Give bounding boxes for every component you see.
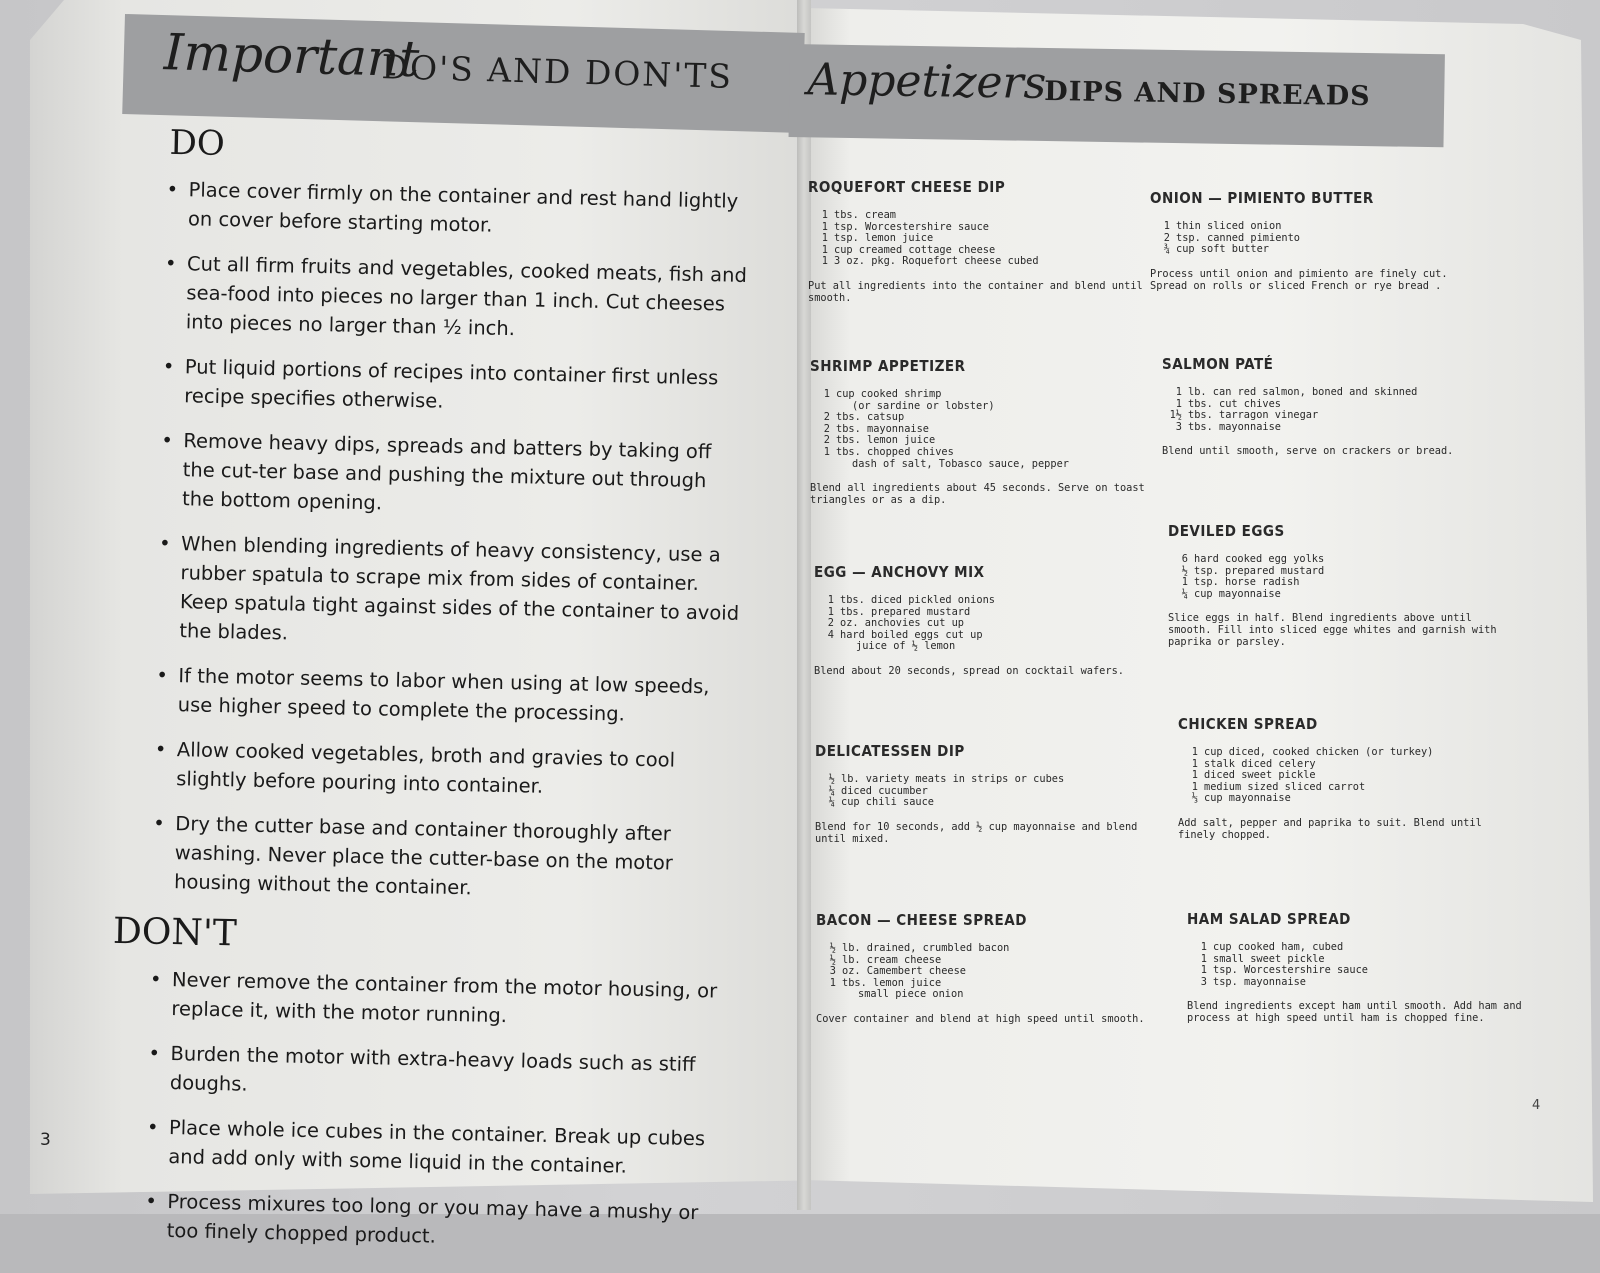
ingredient-text: hard cooked egg yolks: [1194, 553, 1325, 565]
ingredient-text: tbs. mayonnaise: [1188, 420, 1281, 433]
dont-item: [107, 1186, 728, 1257]
ingredient-text: cup mayonnaise: [1204, 792, 1291, 805]
appetizers-header: [789, 44, 1445, 147]
recipe-title: HAM SALAD SPREAD: [1187, 910, 1351, 928]
do-item: [126, 248, 748, 348]
ingredient-quantity: 1: [1200, 952, 1207, 965]
ingredient-quantity: 1½: [1169, 409, 1182, 422]
ingredient-text: tbs. diced pickled onions: [840, 594, 995, 606]
ingredient-quantity: 1: [1163, 220, 1170, 232]
ingredient-text: cup soft butter: [1176, 243, 1269, 256]
ingredient-text: tbs. lemon juice: [836, 434, 936, 447]
ingredient-text: cup cooked shrimp: [836, 388, 942, 400]
ingredient-quantity: 1: [1191, 746, 1198, 758]
recipe-egg-anchovy: [814, 563, 1154, 677]
ingredient-list: [1168, 554, 1508, 600]
recipe-title: EGG — ANCHOVY MIX: [814, 563, 985, 581]
bullet-icon: •: [161, 428, 174, 452]
recipe-title: DEVILED EGGS: [1168, 522, 1285, 540]
ingredient-text: tsp. horse radish: [1194, 576, 1300, 589]
bullet-icon: •: [162, 354, 175, 378]
recipe-title: SALMON PATÉ: [1162, 355, 1274, 373]
ingredient-quantity: 2: [1163, 231, 1170, 244]
recipe-title: ROQUEFORT CHEESE DIP: [808, 178, 1006, 196]
ingredient-text: small sweet pickle: [1213, 952, 1325, 965]
do-heading: DO: [169, 122, 226, 164]
ingredient-text: hard boiled eggs cut up: [840, 628, 983, 641]
recipe-title: ONION — PIMIENTO BUTTER: [1150, 189, 1374, 207]
bullet-text: Burden the motor with extra-heavy loads such as stiff doughs.: [169, 1042, 696, 1096]
ingredient: [1178, 793, 1518, 805]
ingredient-text: tsp. mayonnaise: [1213, 975, 1306, 988]
bullet-icon: •: [156, 663, 169, 687]
ingredient-quantity: 1: [1181, 576, 1188, 589]
bullet-icon: •: [148, 1041, 161, 1065]
recipe-title: CHICKEN SPREAD: [1178, 715, 1318, 733]
ingredient-quantity: 1: [827, 594, 834, 606]
dos-donts-header: [122, 14, 805, 133]
bullet-icon: •: [166, 177, 179, 202]
ingredient-quantity: 1: [1191, 757, 1198, 770]
header-caps-title: DIPS AND SPREADS: [1044, 76, 1371, 113]
ingredient-quantity: 1: [821, 209, 828, 221]
recipe-title: DELICATESSEN DIP: [815, 742, 965, 760]
ingredient-list: [1162, 387, 1502, 433]
ingredient-list: [816, 943, 1156, 1001]
recipe-title: SHRIMP APPETIZER: [810, 357, 966, 375]
do-item: [128, 174, 749, 245]
do-item: [124, 351, 745, 422]
ingredient-list: [814, 595, 1154, 653]
bullet-text: Never remove the container from the motor housing, or replace it, with the motor running.: [171, 968, 718, 1028]
dont-list: [107, 964, 733, 1257]
recipe-instructions: Blend ingredients except ham until smooth. Add ham and process at high speed until ham is chopped fine.: [1187, 1000, 1522, 1025]
ingredient-text: small piece onion: [858, 988, 964, 1001]
header-script-word: Appetizers: [807, 54, 1047, 110]
bullet-text: Process mixures too long or you may have a mushy or too finely chopped product.: [166, 1190, 699, 1248]
do-list: [114, 174, 749, 908]
ingredient-quantity: 1: [821, 220, 828, 233]
ingredient-quantity: 1: [823, 445, 830, 458]
recipe-instructions: Blend about 20 seconds, spread on cocktail wafers.: [814, 664, 1124, 677]
ingredient-text: diced cucumber: [841, 784, 928, 797]
ingredient-text: stalk diced celery: [1204, 757, 1316, 770]
ingredient-text: tbs. chopped chives: [836, 445, 954, 458]
recipe-bacon-cheese: [816, 911, 1156, 1025]
ingredient-text: tsp. Worcestershire sauce: [1213, 964, 1368, 977]
recipe-instructions: Slice eggs in half. Blend ingredients above until smooth. Fill into sliced egge whites and garnish with paprika or parsley.: [1168, 612, 1497, 649]
ingredient: [816, 989, 1156, 1001]
recipe-instructions: Process until onion and pimiento are finely cut. Spread on rolls or sliced French or rye bread .: [1150, 267, 1448, 292]
ingredient-quantity: ½: [1181, 564, 1188, 577]
ingredient-quantity: 1: [821, 232, 828, 245]
recipe-chicken: [1178, 715, 1518, 841]
recipe-salmon: [1162, 355, 1502, 457]
recipe-delicatessen: [815, 742, 1155, 845]
ingredient-quantity: 1: [1191, 769, 1198, 782]
dont-item: [110, 1038, 731, 1109]
ingredient-text: cup diced, cooked chicken (or turkey): [1204, 746, 1434, 758]
ingredient: [815, 797, 1155, 809]
ingredient-text: tbs. catsup: [836, 411, 905, 424]
ingredient-quantity: 1: [1175, 386, 1182, 398]
ingredient-text: tsp. prepared mustard: [1194, 564, 1325, 577]
bullet-icon: •: [146, 1115, 159, 1139]
ingredient-quantity: 1: [1200, 964, 1207, 977]
ingredient-text: lb. cream cheese: [842, 953, 942, 966]
do-item: [116, 734, 737, 805]
ingredient-text: oz. Camembert cheese: [842, 965, 966, 978]
bullet-text: Remove heavy dips, spreads and batters by taking off the cut-ter base and pushing the mixture out through the bottom opening.: [181, 429, 712, 515]
header-caps-title: DO'S AND DON'TS: [381, 47, 734, 96]
bullet-icon: •: [145, 1189, 158, 1213]
bullet-text: Put liquid portions of recipes into container first unless recipe specifies otherwise.: [184, 355, 719, 413]
page-number-left: 3: [40, 1130, 51, 1150]
ingredient-text: cup mayonnaise: [1194, 587, 1281, 600]
bullet-text: Allow cooked vegetables, broth and gravies to cool slightly before pouring into container.: [176, 738, 676, 798]
ingredient-text: thin sliced onion: [1176, 220, 1282, 232]
recipe-instructions: Add salt, pepper and paprika to suit. Blend until finely chopped.: [1178, 816, 1482, 841]
ingredient-text: juice of ½ lemon: [856, 640, 956, 653]
ingredient: [1187, 977, 1527, 989]
ingredient-quantity: 2: [823, 434, 830, 447]
dont-item: [108, 1112, 729, 1183]
do-item: [119, 528, 741, 657]
ingredient-quantity: ½: [828, 773, 835, 785]
do-item: [118, 660, 739, 731]
ingredient-list: [815, 774, 1155, 809]
recipe-deviled-eggs: [1168, 522, 1508, 648]
bullet-icon: •: [158, 531, 171, 555]
ingredient-text: tbs. tarragon vinegar: [1188, 409, 1319, 422]
ingredient-text: tbs. cut chives: [1188, 397, 1281, 410]
ingredient-quantity: 1: [827, 605, 834, 618]
bullet-text: Place whole ice cubes in the container. Break up cubes and add only with some liquid in the container.: [168, 1116, 706, 1178]
recipe-instructions: Blend until smooth, serve on crackers or bread.: [1162, 445, 1454, 458]
recipe-instructions: Put all ingredients into the container and blend until smooth.: [808, 279, 1143, 304]
ingredient-list: [1187, 942, 1527, 988]
ingredient-text: medium sized sliced carrot: [1204, 780, 1366, 793]
bullet-icon: •: [154, 737, 167, 761]
ingredient-quantity: ¼: [828, 784, 835, 797]
ingredient-quantity: 6: [1181, 553, 1188, 565]
ingredient-quantity: 3: [1200, 975, 1207, 988]
ingredient-quantity: 1: [821, 243, 828, 256]
ingredient-text: diced sweet pickle: [1204, 769, 1316, 782]
recipe-title: BACON — CHEESE SPREAD: [816, 911, 1027, 929]
ingredient-text: tbs. cream: [834, 209, 896, 221]
ingredient-quantity: ½: [829, 953, 836, 966]
recipe-ham-salad: [1187, 910, 1527, 1024]
ingredient-quantity: ½: [829, 942, 836, 954]
ingredient-text: 3 oz. pkg. Roquefort cheese cubed: [834, 255, 1039, 268]
ingredient-quantity: ⅓: [1191, 792, 1198, 805]
recipe-roquefort: [808, 178, 1148, 304]
bullet-icon: •: [153, 811, 166, 835]
ingredient-text: tsp. Worcestershire sauce: [834, 220, 989, 233]
bullet-text: Dry the cutter base and container thoroughly after washing. Never place the cutter-base on the motor housing without the container.: [173, 812, 674, 900]
ingredient-text: tbs. prepared mustard: [840, 605, 971, 618]
ingredient-text: cup cooked ham, cubed: [1213, 941, 1344, 953]
ingredient-quantity: 4: [827, 628, 834, 641]
ingredient-text: lb. can red salmon, boned and skinned: [1188, 386, 1418, 398]
ingredient: [1150, 244, 1490, 256]
bullet-text: Place cover firmly on the container and rest hand lightly on cover before starting motor.: [187, 178, 739, 237]
page-number-right: 4: [1532, 1098, 1541, 1113]
recipe-onion-pimiento: [1150, 189, 1490, 292]
ingredient-quantity: 2: [823, 411, 830, 424]
ingredient-list: [1178, 747, 1518, 805]
ingredient-quantity: 1: [1191, 780, 1198, 793]
ingredient-list: [808, 210, 1148, 268]
ingredient-quantity: 1: [1175, 397, 1182, 410]
ingredient-text: lb. drained, crumbled bacon: [842, 942, 1010, 954]
ingredient-text: tsp. lemon juice: [834, 232, 934, 245]
dos-donts-body: [106, 122, 750, 1273]
ingredient-quantity: 2: [823, 422, 830, 435]
ingredient-text: cup chili sauce: [841, 796, 934, 809]
ingredient-quantity: 3: [1175, 420, 1182, 433]
ingredient: [1162, 422, 1502, 434]
ingredient-text: oz. anchovies cut up: [840, 617, 964, 630]
ingredient-list: [810, 389, 1150, 470]
ingredient: [808, 256, 1148, 268]
bullet-icon: •: [149, 967, 162, 991]
recipe-instructions: Blend all ingredients about 45 seconds. Serve on toast triangles or as a dip.: [810, 482, 1145, 507]
header-script-word: Important: [163, 23, 421, 89]
ingredient-text: (or sardine or lobster): [852, 399, 995, 412]
bullet-icon: •: [164, 251, 177, 276]
ingredient-text: tsp. canned pimiento: [1176, 231, 1300, 244]
recipe-instructions: Blend for 10 seconds, add ½ cup mayonnaise and blend until mixed.: [815, 820, 1138, 845]
ingredient-quantity: 1: [829, 976, 836, 989]
ingredient-text: tbs. lemon juice: [842, 976, 942, 989]
do-item: [114, 808, 736, 908]
ingredient: [814, 641, 1154, 653]
ingredient-quantity: 1: [823, 388, 830, 400]
ingredient-quantity: 2: [827, 617, 834, 630]
bullet-text: When blending ingredients of heavy consistency, use a rubber spatula to scrape mix from sides of container. Keep spatula tight against sides of the container to avoid the blades.: [179, 532, 740, 645]
ingredient-text: dash of salt, Tobasco sauce, pepper: [852, 457, 1069, 470]
bullet-text: If the motor seems to labor when using at low speeds, use higher speed to complete the processing.: [177, 664, 710, 726]
ingredient-quantity: 1: [821, 255, 828, 268]
do-item: [122, 425, 744, 525]
ingredient-list: [1150, 221, 1490, 256]
ingredient-text: tbs. mayonnaise: [836, 422, 929, 435]
dont-heading: DON'T: [112, 910, 238, 955]
dont-item: [111, 964, 732, 1035]
ingredient-quantity: ¾: [1163, 243, 1170, 256]
ingredient-quantity: ¼: [1181, 587, 1188, 600]
ingredient-quantity: 1: [1200, 941, 1207, 953]
ingredient: [810, 459, 1150, 471]
ingredient-text: cup creamed cottage cheese: [834, 243, 996, 256]
ingredient-text: lb. variety meats in strips or cubes: [841, 773, 1065, 785]
ingredient-quantity: ¼: [828, 796, 835, 809]
recipe-instructions: Cover container and blend at high speed until smooth.: [816, 1012, 1145, 1025]
recipe-shrimp: [810, 357, 1150, 506]
bullet-text: Cut all firm fruits and vegetables, cooked meats, fish and sea-food into pieces no larger than 1 inch. Cut cheeses into pieces no larger than ½ inch.: [185, 252, 748, 341]
ingredient: [1168, 589, 1508, 601]
ingredient-quantity: 3: [829, 965, 836, 978]
